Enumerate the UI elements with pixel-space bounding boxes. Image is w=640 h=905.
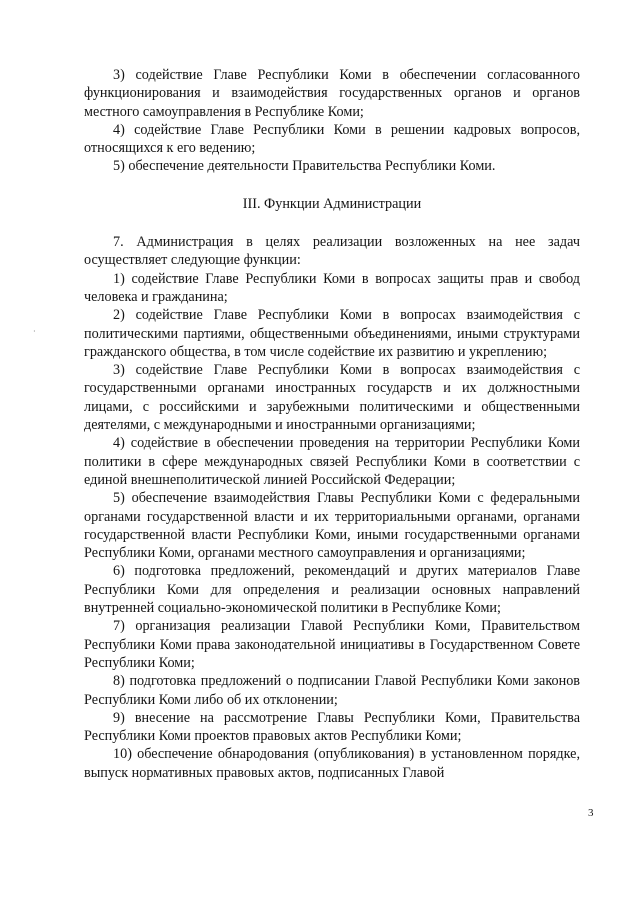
- paragraph-item-4: 4) содействие Главе Республики Коми в решении кадровых вопросов, относящихся к его ведению;: [84, 121, 580, 157]
- scan-mark: ·: [33, 327, 36, 336]
- paragraph-function-9: 9) внесение на рассмотрение Главы Республики Коми, Правительства Республики Коми проектов правовых актов Республики Коми;: [84, 709, 580, 745]
- paragraph-function-5: 5) обеспечение взаимодействия Главы Республики Коми с федеральными органами государственной власти и их территориальными органами, органами государственной власти Республики Коми, иными государственными органами Республики Коми, органами местного самоуправления и организациями;: [84, 490, 580, 562]
- section-heading: III. Функции Администрации: [242, 195, 422, 212]
- page-number: 3: [588, 807, 594, 819]
- paragraph-item-5: 5) обеспечение деятельности Правительства Республики Коми.: [113, 158, 496, 175]
- paragraph-function-10: 10) обеспечение обнародования (опубликования) в установленном порядке, выпуск нормативных правовых актов, подписанных Главой: [84, 746, 580, 781]
- paragraph-function-1: 1) содействие Главе Республики Коми в вопросах защиты прав и свобод человека и гражданина;: [84, 270, 580, 305]
- paragraph-function-8: 8) подготовка предложений о подписании Главой Республики Коми законов Республики Коми либо об их отклонении;: [84, 673, 580, 708]
- paragraph-function-4: 4) содействие в обеспечении проведения на территории Республики Коми политики в сфере международных связей Республики Коми в соответствии с единой внешнеполитической линией Российской Федерации;: [84, 435, 580, 488]
- paragraph-function-6: 6) подготовка предложений, рекомендаций и других материалов Главе Республики Коми для определения и реализации основных направлений внутренней социально-экономической политики в Республике Коми;: [84, 563, 580, 617]
- paragraph-function-7: 7) организация реализации Главой Республики Коми, Правительством Республики Коми права законодательной инициативы в Государственном Совете Республики Коми;: [84, 618, 580, 671]
- paragraph-function-3: 3) содействие Главе Республики Коми в вопросах взаимодействия с государственными органами иностранных государств и их должностными лицами, с российскими и зарубежными политическими и общественными деятелями, с международными и иностранными организациями;: [84, 362, 580, 434]
- paragraph-function-2: 2) содействие Главе Республики Коми в вопросах взаимодействия с политическими партиями, общественными объединениями, иными структурами гражданского общества, в том числе содействие их развитию и укреплению;: [84, 307, 580, 360]
- paragraph-clause-7: 7. Администрация в целях реализации возложенных на нее задач осуществляет следующие функции:: [84, 234, 580, 269]
- document-body: [84, 66, 580, 782]
- paragraph-item-3: 3) содействие Главе Республики Коми в обеспечении согласованного функционирования и взаимодействия государственных органов и органов местного самоуправления в Республике Коми;: [84, 67, 580, 120]
